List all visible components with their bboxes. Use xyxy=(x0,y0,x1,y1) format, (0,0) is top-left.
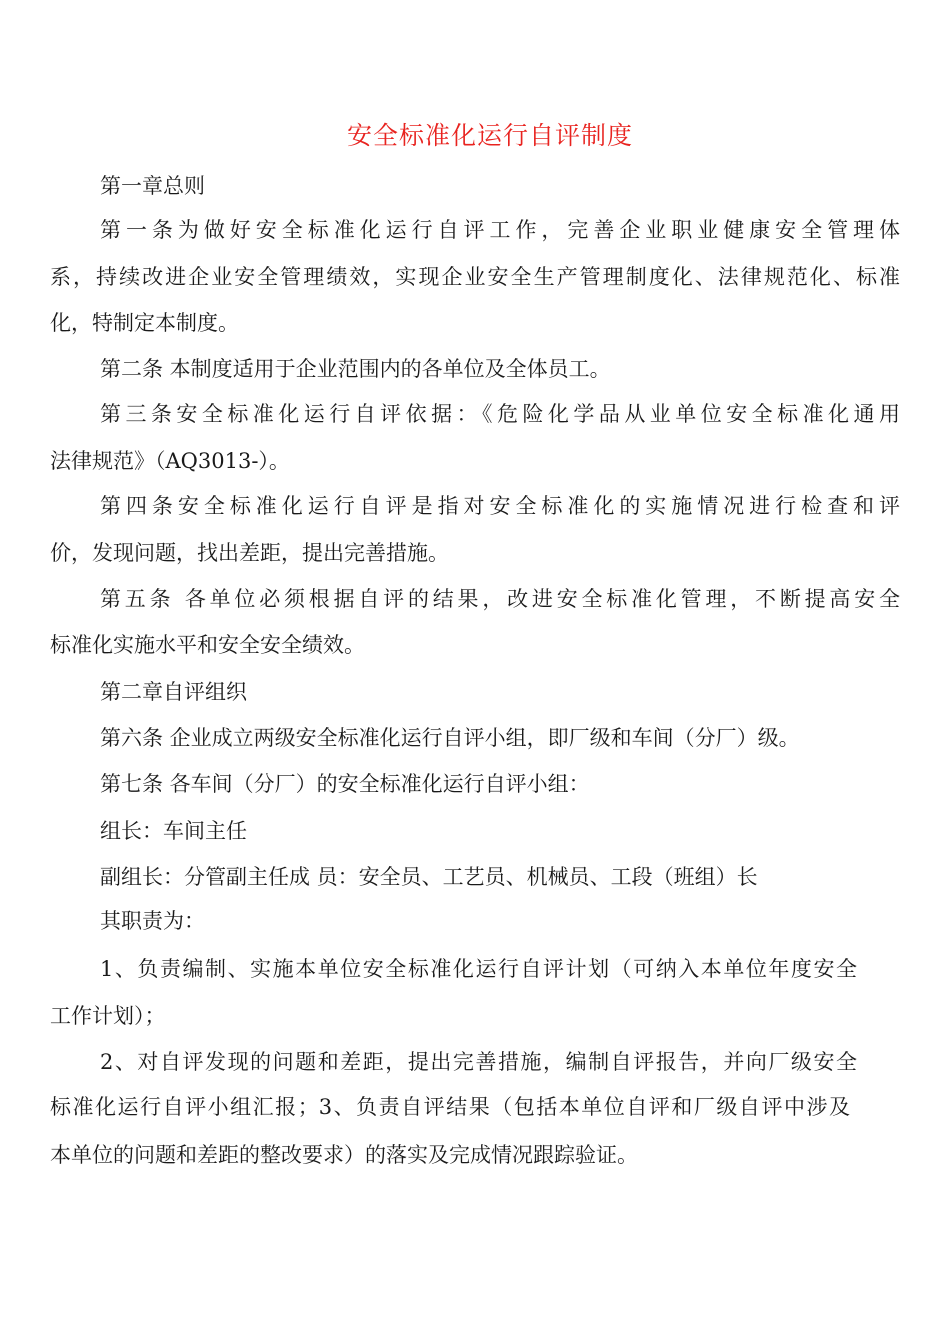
article-1-line-1: 第一条为做好安全标准化运行自评工作，完善企业职业健康安全管理体 xyxy=(100,218,900,242)
article-3-line-1: 第三条安全标准化运行自评依据：《危险化学品从业单位安全标准化通用 xyxy=(100,402,900,426)
duty-1-line-2: 工作计划）； xyxy=(50,1004,166,1028)
article-3-line-2: 法律规范》（AQ3013-）。 xyxy=(50,449,290,473)
duties-heading: 其职责为： xyxy=(100,909,205,933)
article-5-line-2: 标准化实施水平和安全安全绩效。 xyxy=(50,633,365,657)
article-2: 第二条 本制度适用于企业范围内的各单位及全体员工。 xyxy=(100,357,611,381)
article-1-line-2: 系，持续改进企业安全管理绩效，实现企业安全生产管理制度化、法律规范化、标准 xyxy=(50,265,900,289)
duty-2-line-2: 标准化运行自评小组汇报；3、负责自评结果（包括本单位自评和厂级自评中涉及 xyxy=(50,1095,850,1119)
document-title: 安全标准化运行自评制度 xyxy=(346,121,633,150)
deputy-leader-line: 副组长：分管副主任成 员：安全员、工艺员、机械员、工段（班组）长 xyxy=(100,865,758,889)
article-5-line-1: 第五条 各单位必须根据自评的结果，改进安全标准化管理，不断提高安全 xyxy=(100,587,900,611)
article-4-line-1: 第四条安全标准化运行自评是指对安全标准化的实施情况进行检查和评 xyxy=(100,494,900,518)
duty-2-line-1: 2、对自评发现的问题和差距，提出完善措施，编制自评报告，并向厂级安全 xyxy=(100,1050,857,1074)
duty-2-line-3: 本单位的问题和差距的整改要求）的落实及完成情况跟踪验证。 xyxy=(50,1143,638,1167)
article-6: 第六条 企业成立两级安全标准化运行自评小组，即厂级和车间（分厂）级。 xyxy=(100,726,800,750)
group-leader-line: 组长：车间主任 xyxy=(100,819,247,843)
chapter-heading-1: 第一章总则 xyxy=(100,174,205,198)
article-4-line-2: 价，发现问题，找出差距，提出完善措施。 xyxy=(50,541,449,565)
chapter-heading-2: 第二章自评组织 xyxy=(100,680,247,704)
duty-1-line-1: 1、负责编制、实施本单位安全标准化运行自评计划（可纳入本单位年度安全 xyxy=(100,957,857,981)
article-7: 第七条 各车间（分厂）的安全标准化运行自评小组： xyxy=(100,772,590,796)
article-1-line-3: 化，特制定本制度。 xyxy=(50,311,239,335)
